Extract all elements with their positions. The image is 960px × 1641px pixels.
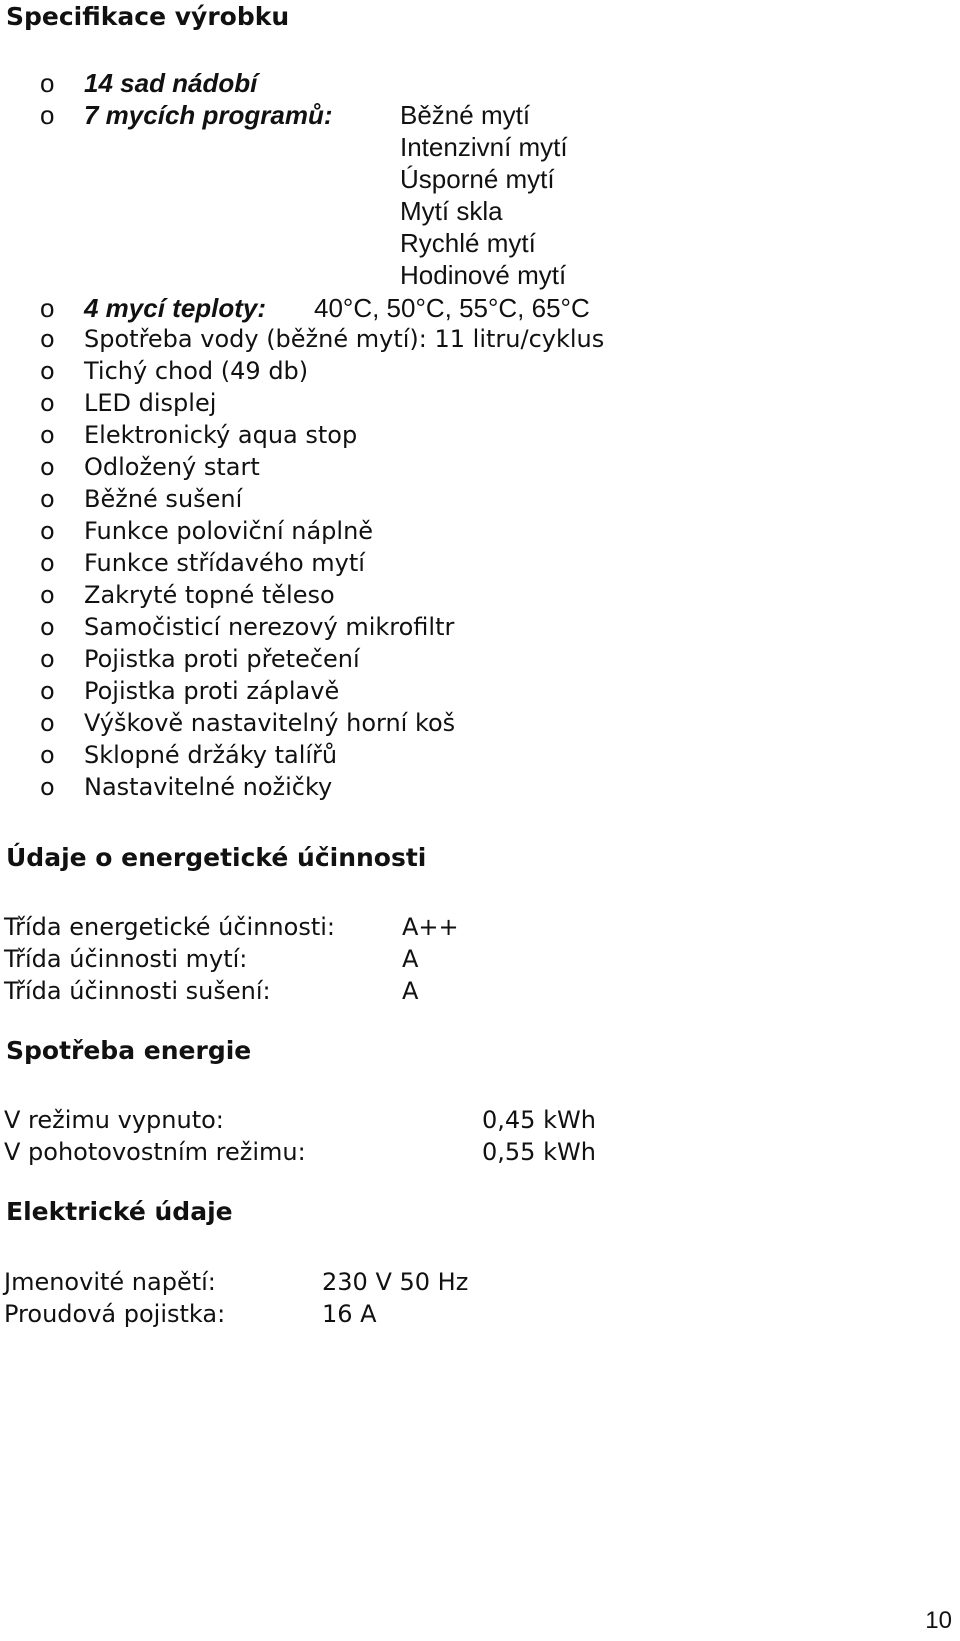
program-item: Hodinové mytí — [400, 260, 567, 290]
feature-item: Výškově nastavitelný horní koš — [84, 709, 456, 737]
electrical-heading: Elektrické údaje — [6, 1197, 233, 1226]
program-item: Úsporné mytí — [400, 164, 555, 194]
page-number: 10 — [925, 1607, 952, 1634]
feature-item: Sklopné držáky talířů — [84, 741, 338, 769]
program-item: Běžné mytí — [400, 100, 531, 130]
feature-item: Pojistka proti záplavě — [84, 677, 340, 705]
bullet-marker: o — [40, 453, 55, 481]
feature-item: Odložený start — [84, 453, 260, 481]
bullet-marker: o — [40, 581, 55, 609]
consumption-row-label: V pohotovostním režimu: — [4, 1138, 306, 1166]
feature-item: Běžné sušení — [84, 485, 243, 513]
energy-row-value: A++ — [402, 913, 459, 941]
bullet-marker: o — [40, 613, 55, 641]
energy-row-value: A — [402, 945, 419, 973]
bullet-marker: o — [40, 325, 55, 353]
temps-label: 4 mycí teploty: — [84, 293, 267, 323]
program-item: Intenzivní mytí — [400, 132, 568, 162]
energy-row-value: A — [402, 977, 419, 1005]
bullet-marker: o — [40, 517, 55, 545]
dishes-item: 14 sad nádobí — [84, 68, 258, 98]
bullet-marker: o — [40, 773, 55, 801]
bullet-marker: o — [40, 709, 55, 737]
bullet-marker: o — [40, 549, 55, 577]
electrical-row-label: Proudová pojistka: — [4, 1300, 226, 1328]
feature-item: Tichý chod (49 db) — [84, 357, 309, 385]
programs-label: 7 mycích programů: — [84, 100, 333, 130]
bullet-marker: o — [40, 100, 55, 130]
consumption-row-label: V režimu vypnuto: — [4, 1106, 224, 1134]
program-item: Rychlé mytí — [400, 228, 536, 258]
bullet-marker: o — [40, 485, 55, 513]
consumption-row-value: 0,45 kWh — [482, 1106, 596, 1134]
bullet-marker: o — [40, 293, 55, 323]
consumption-heading: Spotřeba energie — [6, 1036, 252, 1065]
feature-item: Nastavitelné nožičky — [84, 773, 333, 801]
temps-value: 40°C, 50°C, 55°C, 65°C — [314, 293, 590, 323]
energy-row-label: Třída účinnosti sušení: — [4, 977, 271, 1005]
program-item: Mytí skla — [400, 196, 503, 226]
feature-item: Spotřeba vody (běžné mytí): 11 litru/cyklus — [84, 325, 605, 353]
bullet-marker: o — [40, 389, 55, 417]
bullet-marker: o — [40, 421, 55, 449]
energy-row-label: Třída energetické účinnosti: — [4, 913, 335, 941]
energy-row-label: Třída účinnosti mytí: — [4, 945, 248, 973]
electrical-row-value: 16 A — [322, 1300, 377, 1328]
bullet-marker: o — [40, 645, 55, 673]
bullet-marker: o — [40, 68, 55, 98]
feature-item: Pojistka proti přetečení — [84, 645, 360, 673]
electrical-row-value: 230 V 50 Hz — [322, 1268, 469, 1296]
feature-item: Elektronický aqua stop — [84, 421, 358, 449]
bullet-marker: o — [40, 741, 55, 769]
feature-item: Zakryté topné těleso — [84, 581, 335, 609]
feature-item: Funkce střídavého mytí — [84, 549, 365, 577]
electrical-row-label: Jmenovité napětí: — [4, 1268, 216, 1296]
feature-item: LED displej — [84, 389, 217, 417]
feature-item: Samočisticí nerezový mikrofiltr — [84, 613, 455, 641]
bullet-marker: o — [40, 677, 55, 705]
spec-heading: Specifikace výrobku — [6, 2, 290, 31]
bullet-marker: o — [40, 357, 55, 385]
feature-item: Funkce poloviční náplně — [84, 517, 374, 545]
consumption-row-value: 0,55 kWh — [482, 1138, 596, 1166]
energy-class-heading: Údaje o energetické účinnosti — [6, 843, 427, 872]
